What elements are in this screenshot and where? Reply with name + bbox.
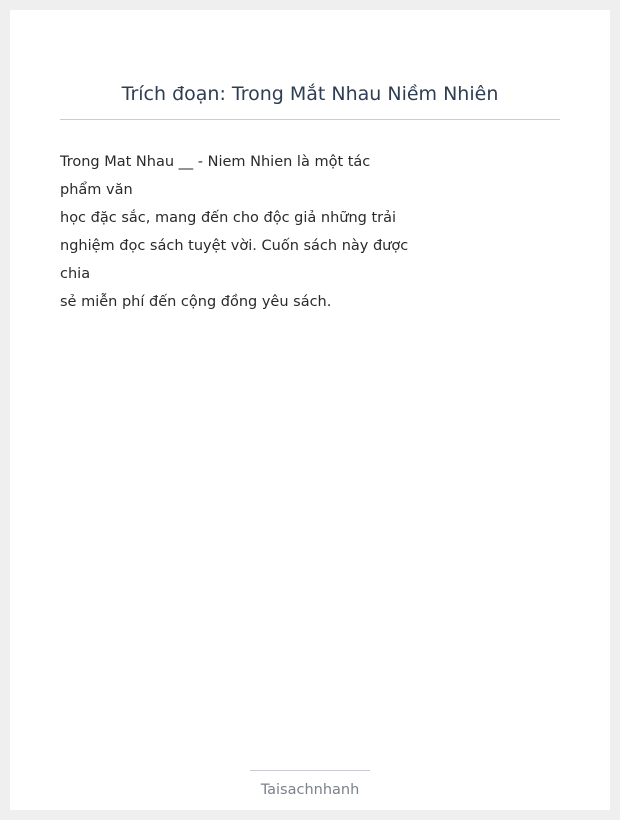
page-title: Trích đoạn: Trong Mắt Nhau Niềm Nhiên [121,83,499,105]
excerpt-line: Trong Mat Nhau __ - Niem Nhien là một tác [60,154,371,170]
footer-source: Taisachnhanh [260,782,360,798]
excerpt-line: phẩm văn [60,182,133,198]
excerpt-line: học đặc sắc, mang đến cho độc giả những trải [60,210,397,226]
footer-divider [250,770,370,771]
excerpt-line: chia [60,266,91,282]
excerpt-line: sẻ miễn phí đến cộng đồng yêu sách. [60,294,332,310]
document-page [10,10,610,810]
excerpt-body [60,148,420,316]
excerpt-line: nghiệm đọc sách tuyệt vời. Cuốn sách này được [60,238,409,254]
title-divider [60,119,560,120]
